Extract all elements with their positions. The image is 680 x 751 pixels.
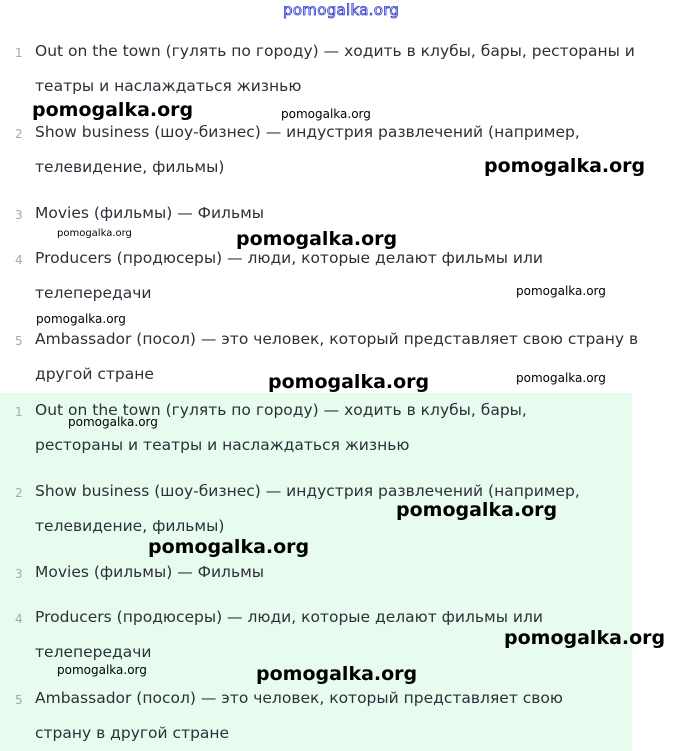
- watermark: pomogalka.org: [504, 627, 666, 649]
- list-two-item-2: [0, 482, 680, 542]
- item-text-line-1: Producers (продюсеры) — люди, которые делают фильмы или: [35, 608, 543, 626]
- item-text-line-2: другой стране: [35, 365, 154, 383]
- item-text-line-1: Show business (шоу-бизнес) — индустрия развлечений (например,: [35, 482, 580, 500]
- item-text-line-1: Ambassador (посол) — это человек, который представляет свою: [35, 689, 563, 707]
- list-one-item-1: [0, 42, 680, 102]
- item-text-line-2: телевидение, фильмы): [35, 158, 225, 176]
- item-text-line-1: Ambassador (посол) — это человек, который представляет свою страну в: [35, 330, 639, 348]
- watermark: pomogalka.org: [516, 284, 606, 298]
- item-text-line-2: телепередачи: [35, 643, 152, 661]
- item-text-line-1: Producers (продюсеры) — люди, которые делают фильмы или: [35, 249, 543, 267]
- item-text-line-2: рестораны и театры и наслаждаться жизнью: [35, 436, 410, 454]
- item-text-line-2: театры и наслаждаться жизнью: [35, 77, 302, 95]
- item-number: 1: [15, 46, 23, 60]
- item-number: 3: [15, 567, 23, 581]
- item-text-line-1: Out on the town (гулять по городу) — ходить в клубы, бары,: [35, 401, 527, 419]
- watermark: pomogalka.org: [57, 663, 147, 677]
- item-text-line-1: Movies (фильмы) — Фильмы: [35, 204, 265, 222]
- watermark: pomogalka.org: [516, 371, 606, 385]
- watermark: pomogalka.org: [396, 499, 558, 521]
- item-text-line-2: телевидение, фильмы): [35, 517, 225, 535]
- watermark: pomogalka.org: [32, 99, 194, 121]
- item-number: 2: [15, 486, 23, 500]
- item-number: 3: [15, 208, 23, 222]
- item-number: 5: [15, 693, 23, 707]
- item-number: 4: [15, 612, 23, 626]
- top-watermark: pomogalka.org: [283, 1, 400, 19]
- item-number: 1: [15, 405, 23, 419]
- watermark: pomogalka.org: [268, 371, 430, 393]
- watermark: pomogalka.org: [281, 107, 371, 121]
- item-text-line-1: Movies (фильмы) — Фильмы: [35, 563, 265, 581]
- list-one-item-4: [0, 249, 680, 309]
- watermark: pomogalka.org: [236, 228, 398, 250]
- item-text-line-1: Out on the town (гулять по городу) — ходить в клубы, бары, рестораны и: [35, 42, 635, 60]
- item-text-line-2: страну в другой стране: [35, 724, 230, 742]
- watermark: pomogalka.org: [256, 663, 418, 685]
- item-number: 2: [15, 127, 23, 141]
- watermark: pomogalka.org: [57, 228, 132, 239]
- watermark: pomogalka.org: [36, 312, 126, 326]
- watermark: pomogalka.org: [148, 536, 310, 558]
- item-text-line-1: Show business (шоу-бизнес) — индустрия развлечений (например,: [35, 123, 580, 141]
- item-text-line-2: телепередачи: [35, 284, 152, 302]
- item-number: 5: [15, 334, 23, 348]
- watermark: pomogalka.org: [484, 155, 646, 177]
- watermark: pomogalka.org: [68, 415, 158, 429]
- item-number: 4: [15, 253, 23, 267]
- list-two-item-5: [0, 689, 680, 749]
- list-two-item-1: [0, 401, 680, 461]
